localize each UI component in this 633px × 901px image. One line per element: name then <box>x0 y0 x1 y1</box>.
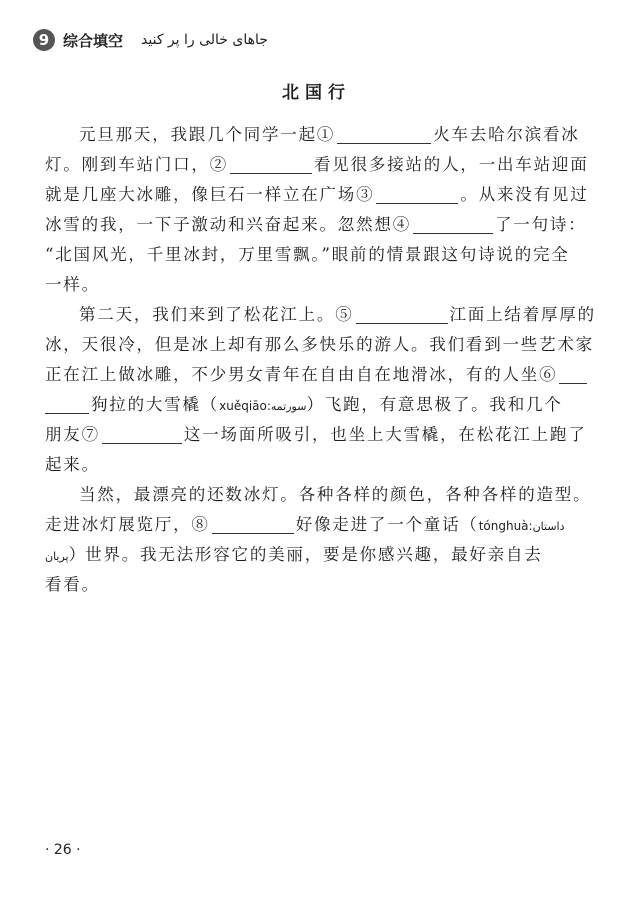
text-line: 起来。 <box>45 455 100 474</box>
farsi-gloss: داستان <box>532 520 565 533</box>
blank-8[interactable] <box>212 515 294 534</box>
text-line: 狗拉的大雪橇（xuěqiāo:سورتمه）飞跑，有意思极了。我和几个 <box>45 390 605 420</box>
blank-6-end[interactable] <box>45 395 89 414</box>
blank-5[interactable] <box>356 305 448 324</box>
farsi-gloss: سورتمه <box>270 400 307 413</box>
text-line: 走进冰灯展览厅，⑧ 好像走进了一个童话（tónghuà:داستان <box>45 515 565 534</box>
text-line: 元旦那天，我跟几个同学一起① 火车去哈尔滨看冰 <box>79 125 580 144</box>
blank-2[interactable] <box>230 155 312 174</box>
blank-6-start[interactable] <box>559 365 587 384</box>
exercise-number-badge: 9 <box>33 29 55 51</box>
text-line: 看看。 <box>45 575 100 594</box>
text-line: 正在江上做冰雕，不少男女青年在自由自在地滑冰，有的人坐⑥ <box>45 360 605 390</box>
blank-3[interactable] <box>376 185 458 204</box>
text-line: 第二天，我们来到了松花江上。⑤ 江面上结着厚厚的 <box>79 305 596 324</box>
pinyin-gloss: xuěqiāo <box>219 399 267 413</box>
exercise-title: 综合填空 <box>63 31 124 50</box>
passage-body <box>45 120 605 600</box>
farsi-gloss: پریان <box>45 550 69 563</box>
text-line: 就是几座大冰雕，像巨石一样立在广场③ 。从来没有见过 <box>45 185 589 204</box>
text-line: 冰雪的我，一下子激动和兴奋起来。忽然想④ 了一句诗： <box>45 215 587 234</box>
text-line: 朋友⑦ 这一场面所吸引，也坐上大雪橇，在松花江上跑了 <box>45 425 587 444</box>
text-line: 一样。 <box>45 275 100 294</box>
text-line: 当然，最漂亮的还数冰灯。各种各样的颜色，各种各样的造型。 <box>79 485 592 504</box>
text-line: “北国风光，千里冰封，万里雪飘。”眼前的情景跟这句诗说的完全 <box>45 245 570 264</box>
text-line: پریان）世界。我无法形容它的美丽，要是你感兴趣，最好亲自去 <box>45 545 543 564</box>
text-line: 冰，天很冷，但是冰上却有那么多快乐的游人。我们看到一些艺术家 <box>45 335 594 354</box>
pinyin-gloss: tónghuà <box>478 519 529 533</box>
blank-1[interactable] <box>337 125 431 144</box>
page-number: · 26 · <box>45 842 81 858</box>
passage-title: 北国行 <box>282 83 351 103</box>
exercise-subtitle: جاهای خالی را پر کنید <box>141 32 268 48</box>
exercise-header <box>33 27 268 53</box>
blank-7[interactable] <box>102 425 182 444</box>
text-line: 灯。刚到车站门口，② 看见很多接站的人，一出车站迎面 <box>45 155 589 174</box>
blank-4[interactable] <box>413 215 493 234</box>
